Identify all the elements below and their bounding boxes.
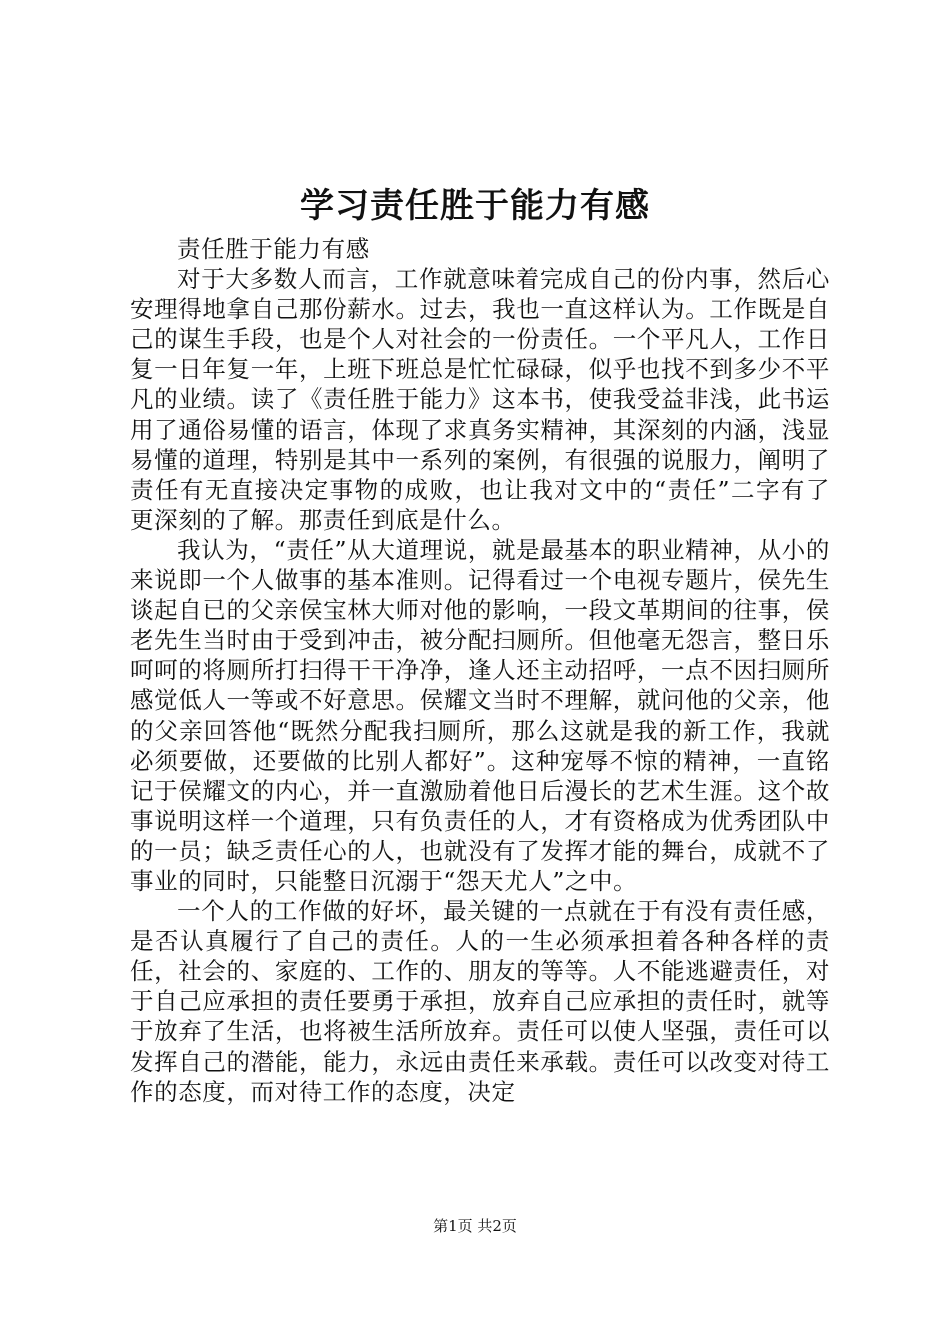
subtitle-paragraph: 责任胜于能力有感 (177, 235, 370, 263)
page-footer: 第1页 共2页 (433, 1217, 517, 1235)
body-paragraph: 一个人的工作做的好坏，最关键的一点就在于有没有责任感，是否认真履行了自己的责任。人的一生必须承担着各种各样的责任，社会的、家庭的、工作的、朋友的等等。人不能逃避责任，对于自己应承担的责任要勇于承担，放弃自己应承担的责任时，就等于放弃了生活，也将被生活所放弃。责任可以使人坚强，责任可以发挥自己的潜能，能力，永远由责任来承载。责任可以改变对待工作的态度，而对待工作的态度，决定 (130, 897, 830, 1106)
body-paragraph: 我认为，“责任”从大道理说，就是最基本的职业精神，从小的来说即一个人做事的基本准则。记得看过一个电视专题片，侯先生谈起自已的父亲侯宝林大师对他的影响，一段文革期间的往事，侯老先生当时由于受到冲击，被分配扫厕所。但他毫无怨言，整日乐呵呵的将厕所打扫得干干净净，逢人还主动招呼，一点不因扫厕所感觉低人一等或不好意思。侯耀文当时不理解，就问他的父亲，他的父亲回答他“既然分配我扫厕所，那么这就是我的新工作，我就必须要做，还要做的比别人都好”。这种宠辱不惊的精神，一直铭记于侯耀文的内心，并一直激励着他日后漫长的艺术生涯。这个故事说明这样一个道理，只有负责任的人，才有资格成为优秀团队中的一员；缺乏责任心的人，也就没有了发挥才能的舞台，成就不了事业的同时，只能整日沉溺于“怨天尤人”之中。 (130, 535, 830, 895)
document-body (130, 234, 830, 1107)
document-title: 学习责任胜于能力有感 (300, 186, 650, 226)
body-paragraph: 对于大多数人而言，工作就意味着完成自己的份内事，然后心安理得地拿自己那份薪水。过去，我也一直这样认为。工作既是自己的谋生手段，也是个人对社会的一份责任。一个平凡人，工作日复一日年复一年，上班下班总是忙忙碌碌，似乎也找不到多少不平凡的业绩。读了《责任胜于能力》这本书，使我受益非浅，此书运用了通俗易懂的语言，体现了求真务实精神，其深刻的内涵，浅显易懂的道理，特别是其中一系列的案例，有很强的说服力，阐明了责任有无直接决定事物的成败，也让我对文中的“责任”二字有了更深刻的了解。那责任到底是什么。 (130, 265, 830, 534)
